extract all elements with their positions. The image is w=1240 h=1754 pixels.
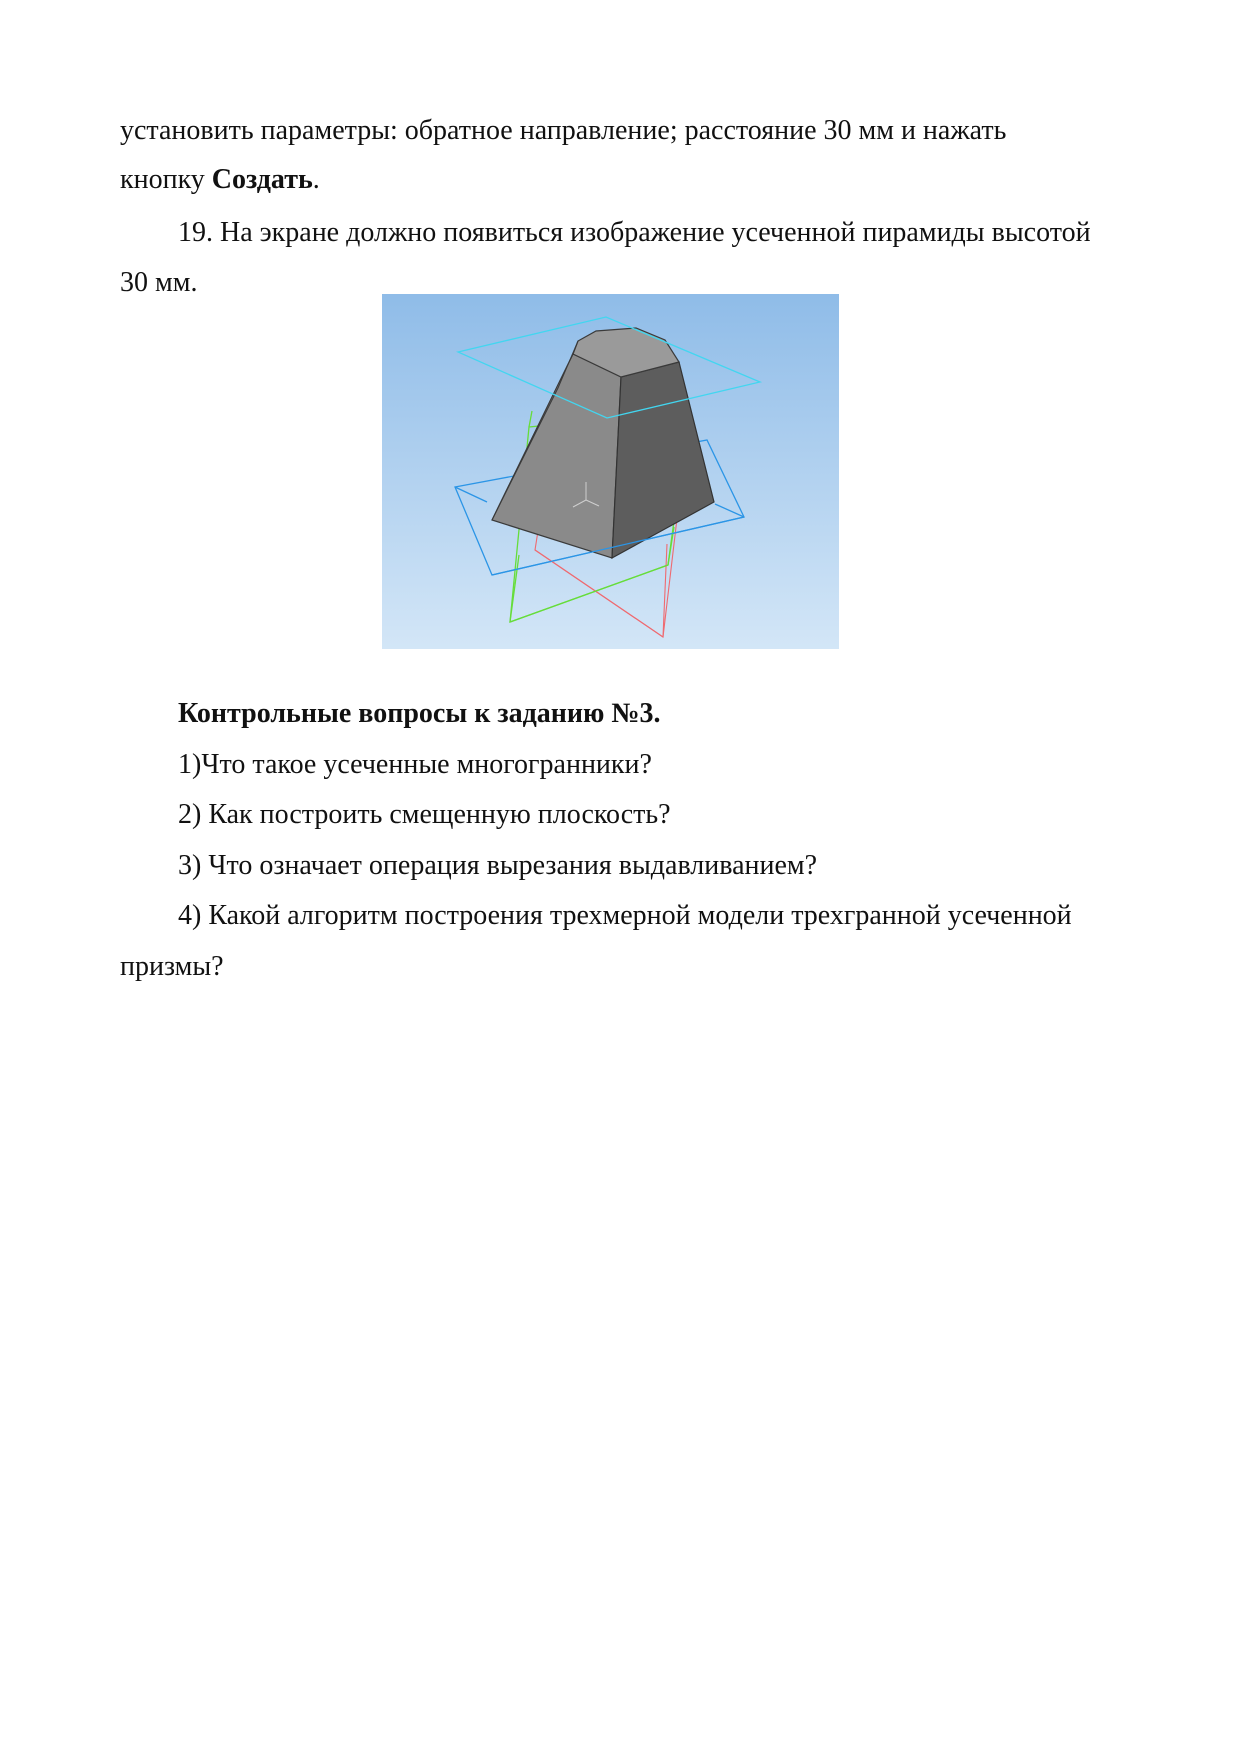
question-4: 4) Какой алгоритм построения трехмерной модели трехгранной усеченной (178, 900, 1072, 931)
truncated-pyramid-figure (382, 294, 839, 649)
paragraph-1-line-2-suffix: . (312, 164, 320, 195)
paragraph-1-line-2 (120, 163, 320, 197)
create-button-reference: Создать (211, 164, 313, 195)
paragraph-2-line-2: 30 мм. (120, 267, 198, 298)
question-1: 1)Что такое усеченные многогранники? (178, 749, 652, 780)
paragraph-1-line-1: установить параметры: обратное направление; расстояние 30 мм и нажать (120, 115, 1007, 146)
questions-heading: Контрольные вопросы к заданию №3. (178, 698, 661, 729)
question-3: 3) Что означает операция вырезания выдавливанием? (178, 850, 818, 881)
question-2: 2) Как построить смещенную плоскость? (178, 799, 671, 830)
question-4-continuation: призмы? (120, 951, 224, 982)
paragraph-1-line-2-prefix: кнопку (120, 164, 212, 195)
truncated-pyramid-illustration (382, 294, 839, 649)
paragraph-2-line-1: 19. На экране должно появиться изображение усеченной пирамиды высотой (178, 217, 1091, 248)
